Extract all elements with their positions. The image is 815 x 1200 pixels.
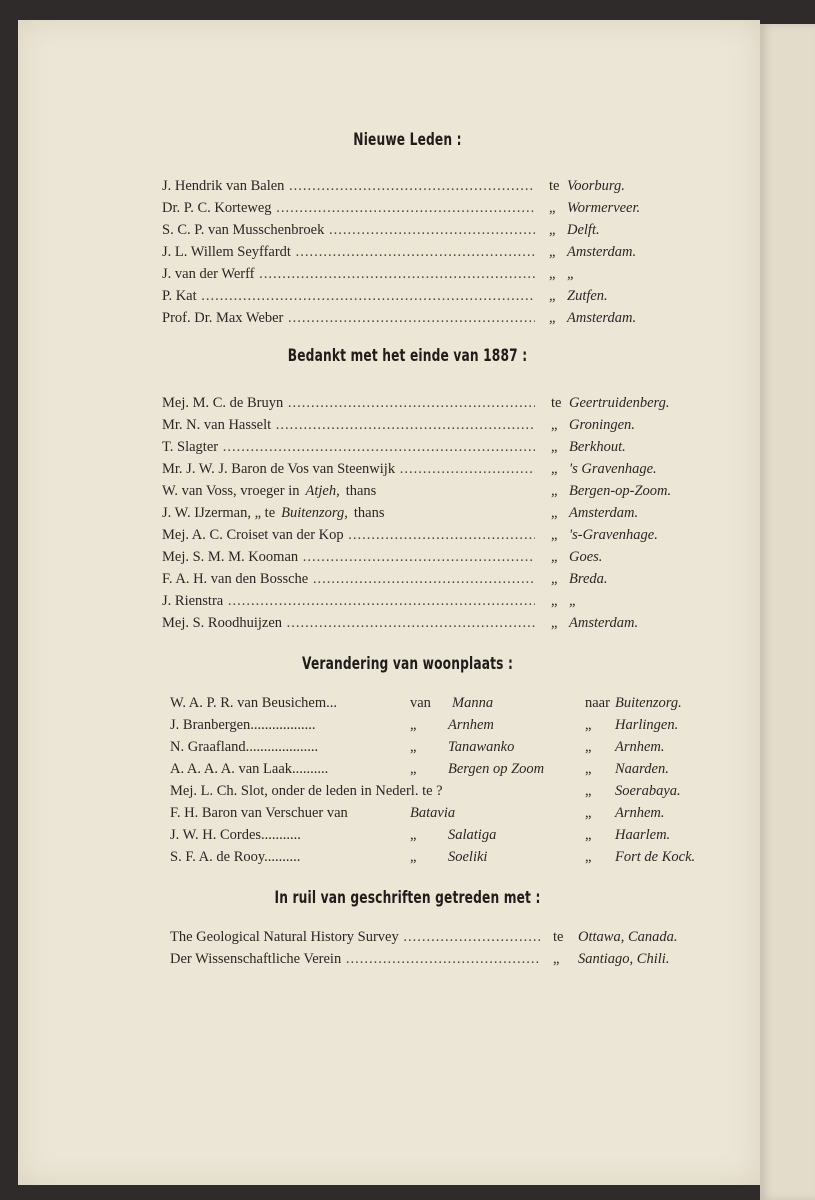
- list-row: [162, 288, 737, 310]
- location-prefix: „: [549, 200, 556, 216]
- name-text: Mr. N. van Hasselt: [162, 417, 272, 433]
- location: Ottawa, Canada.: [578, 929, 678, 945]
- to-prefix: „: [585, 783, 592, 799]
- location: Wormerveer.: [567, 200, 641, 216]
- member-name: N. Graafland....................: [170, 739, 319, 755]
- from-location: Batavia: [410, 805, 456, 821]
- location-prefix: „: [551, 549, 558, 565]
- name-text: Mej. S. M. M. Kooman: [162, 549, 299, 565]
- location: „: [569, 593, 578, 609]
- to-location: Soerabaya.: [615, 783, 681, 799]
- list-row: [170, 929, 748, 951]
- location-prefix: te: [553, 929, 564, 945]
- member-name: J. W. H. Cordes...........: [170, 827, 301, 843]
- name-text: J. van der Werff: [162, 266, 255, 282]
- location: Breda.: [569, 571, 608, 587]
- from-location: Salatiga: [448, 827, 497, 843]
- name-text: Prof. Dr. Max Weber: [162, 310, 284, 326]
- member-name: [162, 200, 535, 217]
- section-title-verandering: Verandering van woonplaats :: [301, 654, 514, 674]
- location: Amsterdam.: [569, 615, 639, 631]
- location-prefix: te: [549, 178, 560, 194]
- name-part: W. van Voss, vroeger in: [162, 483, 300, 499]
- name-text: Mr. J. W. J. Baron de Vos van Steenwijk: [162, 461, 396, 477]
- from-prefix: „: [410, 761, 417, 777]
- member-name: [162, 417, 535, 434]
- to-location: Fort de Kock.: [615, 849, 696, 865]
- to-prefix: „: [585, 761, 592, 777]
- from-prefix: van: [410, 695, 431, 711]
- location: Amsterdam.: [569, 505, 639, 521]
- member-name: [162, 395, 535, 412]
- location-prefix: „: [551, 593, 558, 609]
- move-row: [170, 717, 700, 739]
- member-name: [170, 929, 540, 946]
- location: Amsterdam.: [567, 310, 637, 326]
- location: Berkhout.: [569, 439, 626, 455]
- member-name: [170, 951, 540, 968]
- member-name: [162, 244, 535, 261]
- list-row: [162, 310, 737, 332]
- member-name: [162, 266, 535, 283]
- list-row: [162, 222, 737, 244]
- location-prefix: „: [551, 461, 558, 477]
- from-location: Tanawanko: [448, 739, 515, 755]
- name-text: Mej. S. Roodhuijzen: [162, 615, 283, 631]
- location-prefix: „: [551, 439, 558, 455]
- move-row: [170, 805, 700, 827]
- location: Santiago, Chili.: [578, 951, 670, 967]
- member-name: [162, 178, 535, 195]
- to-location: Buitenzorg.: [615, 695, 682, 711]
- list-row: [162, 417, 739, 439]
- move-row: [170, 849, 700, 871]
- to-location: Naarden.: [615, 761, 669, 777]
- location-prefix: „: [553, 951, 560, 967]
- location: Groningen.: [569, 417, 635, 433]
- name-text: Mej. M. C. de Bruyn: [162, 395, 284, 411]
- list-row: [162, 505, 739, 527]
- list-row: [162, 178, 737, 200]
- location: „: [567, 266, 576, 282]
- list-row: [162, 527, 739, 549]
- to-location: Haarlem.: [615, 827, 671, 843]
- name-tail: thans: [353, 505, 385, 521]
- from-prefix: „: [410, 717, 417, 733]
- to-prefix: „: [585, 717, 592, 733]
- location-prefix: „: [549, 266, 556, 282]
- member-name: [162, 593, 535, 610]
- from-location: Bergen op Zoom: [448, 761, 545, 777]
- member-name: J. Branbergen..................: [170, 717, 316, 733]
- location-prefix: „: [549, 288, 556, 304]
- from-location: Soeliki: [448, 849, 488, 865]
- location-prefix: „: [549, 222, 556, 238]
- location-prefix: „: [551, 571, 558, 587]
- location: Delft.: [567, 222, 600, 238]
- to-location: Harlingen.: [615, 717, 679, 733]
- list-row: [162, 571, 739, 593]
- name-text: Dr. P. C. Korteweg: [162, 200, 272, 216]
- member-name: [162, 571, 535, 588]
- name-text: S. C. P. van Musschenbroek: [162, 222, 325, 238]
- from-prefix: „: [410, 849, 417, 865]
- list-row: [162, 439, 739, 461]
- name-text: J. L. Willem Seyffardt: [162, 244, 291, 260]
- name-text: Mej. A. C. Croiset van der Kop: [162, 527, 344, 543]
- list-row: [162, 395, 739, 417]
- section-title-nieuwe-leden: Nieuwe Leden :: [353, 130, 462, 150]
- to-prefix: „: [585, 849, 592, 865]
- member-name: [162, 439, 535, 456]
- to-prefix: „: [585, 827, 592, 843]
- location-prefix: „: [551, 483, 558, 499]
- move-row: [170, 761, 700, 783]
- location-prefix: „: [551, 505, 558, 521]
- to-prefix: „: [585, 805, 592, 821]
- member-name: [162, 549, 535, 566]
- name-text: J. Hendrik van Balen: [162, 178, 285, 194]
- location: Geertruidenberg.: [569, 395, 670, 411]
- from-location: Arnhem: [448, 717, 494, 733]
- location-prefix: „: [551, 615, 558, 631]
- next-page-edge: [760, 24, 815, 1200]
- to-prefix: „: [585, 739, 592, 755]
- from-location: Manna: [452, 695, 494, 711]
- member-name: W. A. P. R. van Beusichem...: [170, 695, 338, 711]
- section-title-ruil: In ruil van geschriften getreden met :: [274, 888, 541, 908]
- name-italic: Atjeh,: [305, 483, 340, 499]
- location-prefix: te: [551, 395, 562, 411]
- member-name: [162, 461, 535, 478]
- member-name: [162, 483, 535, 500]
- list-row: [162, 461, 739, 483]
- location: Voorburg.: [567, 178, 625, 194]
- location-prefix: „: [549, 310, 556, 326]
- name-text: J. Rienstra: [162, 593, 224, 609]
- section-title-bedankt: Bedankt met het einde van 1887 :: [287, 346, 528, 366]
- list-row: [170, 951, 748, 973]
- location-prefix: „: [549, 244, 556, 260]
- member-name: [162, 527, 535, 544]
- name-tail: thans: [345, 483, 377, 499]
- location-prefix: „: [551, 417, 558, 433]
- name-text: The Geological Natural History Survey: [170, 929, 399, 945]
- name-text: F. A. H. van den Bossche: [162, 571, 309, 587]
- member-name: Mej. L. Ch. Slot, onder de leden in Nederl. te ?: [170, 783, 443, 799]
- move-row: [170, 739, 700, 761]
- to-location: Arnhem.: [615, 805, 665, 821]
- list-row: [162, 549, 739, 571]
- name-italic: Buitenzorg,: [281, 505, 348, 521]
- member-name: [162, 222, 535, 239]
- list-row: [162, 200, 737, 222]
- to-prefix: naar: [585, 695, 610, 711]
- member-name: [162, 615, 535, 632]
- move-row: [170, 783, 700, 805]
- location: Amsterdam.: [567, 244, 637, 260]
- member-name: [162, 505, 535, 522]
- list-row: [162, 593, 739, 615]
- member-name: S. F. A. de Rooy..........: [170, 849, 301, 865]
- list-row: [162, 244, 737, 266]
- list-row: [162, 615, 739, 637]
- move-row: [170, 827, 700, 849]
- name-text: T. Slagter: [162, 439, 219, 455]
- location: Zutfen.: [567, 288, 608, 304]
- list-row: [162, 483, 739, 505]
- location: 's Gravenhage.: [569, 461, 657, 477]
- name-text: P. Kat: [162, 288, 197, 304]
- member-name: A. A. A. A. van Laak..........: [170, 761, 329, 777]
- list-row: [162, 266, 737, 288]
- to-location: Arnhem.: [615, 739, 665, 755]
- move-row: [170, 695, 700, 717]
- location: Bergen-op-Zoom.: [569, 483, 672, 499]
- location-prefix: „: [551, 527, 558, 543]
- name-text: Der Wissenschaftliche Verein: [170, 951, 342, 967]
- from-prefix: „: [410, 827, 417, 843]
- member-name: F. H. Baron van Verschuer van: [170, 805, 348, 821]
- from-prefix: „: [410, 739, 417, 755]
- location: 's-Gravenhage.: [569, 527, 658, 543]
- location: Goes.: [569, 549, 603, 565]
- member-name: [162, 288, 535, 305]
- name-part: J. W. IJzerman, „ te: [162, 505, 276, 521]
- member-name: [162, 310, 535, 327]
